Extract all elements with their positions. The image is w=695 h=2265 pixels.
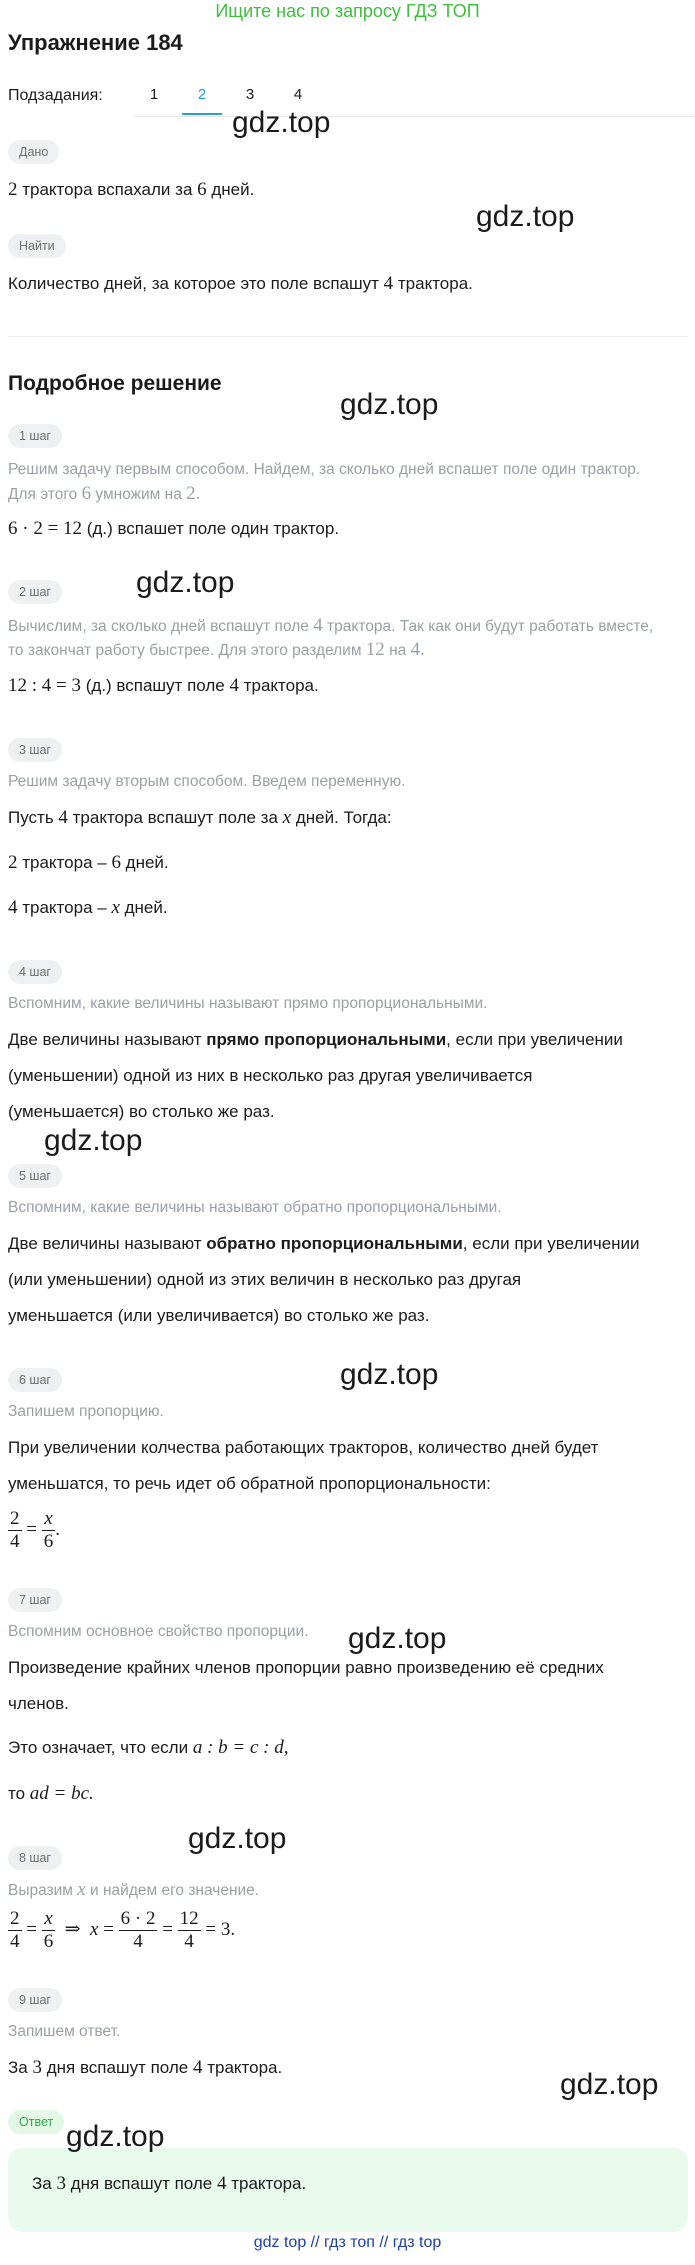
step-6-proportion: $\frac{2}{4}$ = $\frac{x}{6}$ . xyxy=(10,1508,60,1552)
step-7-line-4: то ad = bc. xyxy=(8,1783,94,1804)
answer-badge: Ответ xyxy=(8,2110,64,2134)
step-4-hint: Вспомним, какие величины называют прямо пропорциональными. xyxy=(8,995,488,1012)
step-4-badge: 4 шаг xyxy=(8,960,62,984)
answer-box xyxy=(8,2148,688,2232)
watermark: gdz.top xyxy=(232,106,331,139)
step-6-hint: Запишем пропорцию. xyxy=(8,1403,164,1420)
step-4-line-1: Две величины называют прямо пропорциональными, если при увеличении xyxy=(8,1030,623,1049)
step-5-line-1: Две величины называют обратно пропорциональными, если при увеличении xyxy=(8,1234,640,1253)
footer-link-3[interactable]: гдз top xyxy=(392,2234,442,2251)
step-7-badge: 7 шаг xyxy=(8,1588,62,1612)
step-9-hint: Запишем ответ. xyxy=(8,2023,121,2040)
step-4-line-2: (уменьшении) одной из них в несколько раз другая увеличивается xyxy=(8,1066,533,1085)
subtasks-divider xyxy=(134,116,694,117)
step-3-line-3: 4 трактора – x дней. xyxy=(8,897,168,918)
step-8-badge: 8 шаг xyxy=(8,1846,62,1870)
step-3-hint: Решим задачу вторым способом. Введем переменную. xyxy=(8,773,406,790)
watermark: gdz.top xyxy=(188,1822,287,1855)
step-1-hint-2: Для этого 6 умножим на 2. xyxy=(8,483,201,504)
step-5-line-2: (или уменьшении) одной из этих величин в несколько раз другая xyxy=(8,1270,522,1289)
step-2-hint: Вычислим, за сколько дней вспашут поле 4 трактора. Так как они будут работать вместе, xyxy=(8,615,654,636)
step-9-badge: 9 шаг xyxy=(8,1988,62,2012)
section-divider xyxy=(8,336,688,337)
step-7-hint: Вспомним основное свойство пропорции. xyxy=(8,1623,309,1640)
solution-title: Подробное решение xyxy=(8,372,222,395)
step-3-line-2: 2 трактора – 6 дней. xyxy=(8,852,169,873)
step-6-badge: 6 шаг xyxy=(8,1368,62,1392)
watermark: gdz.top xyxy=(340,1358,439,1391)
top-banner[interactable]: Ищите нас по запросу ГДЗ ТОП xyxy=(215,1,480,21)
watermark: gdz.top xyxy=(560,2068,659,2101)
step-2-result: 12 : 4 = 3 (д.) вспашут поле 4 трактора. xyxy=(8,675,319,696)
step-7-line-1: Произведение крайних членов пропорции равно произведению её средних xyxy=(8,1658,604,1677)
step-6-line-1: При увеличении колчества работающих тракторов, количество дней будет xyxy=(8,1438,599,1457)
tab-subtask-2[interactable]: 2 xyxy=(182,86,222,115)
subtasks-label: Подзадания: xyxy=(8,87,103,104)
step-6-line-2: уменьшатся, то речь идет об обратной пропорциональности: xyxy=(8,1474,491,1493)
watermark: gdz.top xyxy=(348,1622,447,1655)
given-text: 2 трактора вспахали за 6 дней. xyxy=(8,179,255,200)
step-3-line-1: Пусть 4 трактора вспашут поле за x дней. Тогда: xyxy=(8,807,392,828)
step-7-line-3: Это означает, что если a : b = c : d, xyxy=(8,1737,289,1758)
step-5-badge: 5 шаг xyxy=(8,1164,62,1188)
tab-subtask-3[interactable]: 3 xyxy=(245,86,255,103)
step-1-result: 6 · 2 = 12 (д.) вспашет поле один трактор. xyxy=(8,518,340,539)
watermark: gdz.top xyxy=(340,388,439,421)
answer-text: За 3 дня вспашут поле 4 трактора. xyxy=(32,2173,307,2194)
watermark: gdz.top xyxy=(476,200,575,233)
footer-link-1[interactable]: gdz top xyxy=(253,2234,307,2251)
given-badge: Дано xyxy=(8,140,59,164)
step-2-hint-2: то закончат работу быстрее. Для этого разделим 12 на 4. xyxy=(8,639,425,660)
footer-link-2[interactable]: гдз топ xyxy=(324,2234,375,2251)
step-8-formula: $\frac{2}{4}$ = $\frac{x}{6}$ ⇒ x = $\frac{6 \cdot 2}{4}$ = $\frac{12}{4}$ = 3. xyxy=(10,1908,236,1952)
watermark: gdz.top xyxy=(66,2120,165,2153)
tab-subtask-1[interactable]: 1 xyxy=(149,86,159,103)
page-title: Упражнение 184 xyxy=(8,30,183,55)
tab-subtask-4[interactable]: 4 xyxy=(293,86,303,103)
step-8-hint: Выразим x и найдем его значение. xyxy=(8,1879,260,1900)
step-9-answer: За 3 дня вспашут поле 4 трактора. xyxy=(8,2057,283,2078)
step-5-line-3: уменьшается (или увеличивается) во столько же раз. xyxy=(8,1306,430,1325)
step-1-badge: 1 шаг xyxy=(8,424,62,448)
find-text: Количество дней, за которое это поле вспашут 4 трактора. xyxy=(8,273,473,294)
step-3-badge: 3 шаг xyxy=(8,738,62,762)
step-5-hint: Вспомним, какие величины называют обратно пропорциональными. xyxy=(8,1199,502,1216)
find-badge: Найти xyxy=(8,234,66,258)
watermark: gdz.top xyxy=(44,1124,143,1157)
step-7-line-2: членов. xyxy=(8,1694,69,1713)
step-2-badge: 2 шаг xyxy=(8,580,62,604)
footer-separator: // xyxy=(310,2234,320,2251)
footer-links xyxy=(0,2234,695,2252)
step-4-line-3: (уменьшается) во столько же раз. xyxy=(8,1102,275,1121)
watermark: gdz.top xyxy=(136,566,235,599)
footer-separator: // xyxy=(379,2234,389,2251)
step-1-hint: Решим задачу первым способом. Найдем, за сколько дней вспашет поле один трактор. xyxy=(8,461,641,478)
